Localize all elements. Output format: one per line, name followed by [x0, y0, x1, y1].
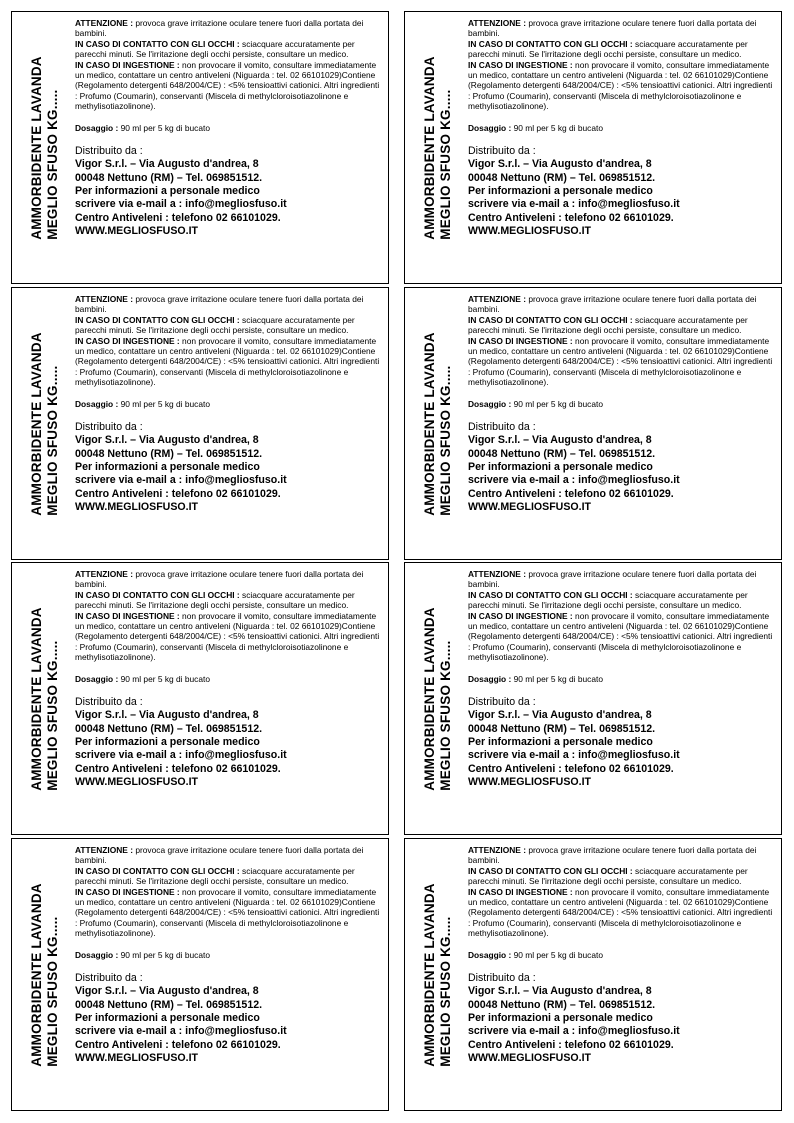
- warning-label: ATTENZIONE :: [75, 569, 133, 579]
- label-text-block: [468, 18, 775, 238]
- product-label: [11, 562, 389, 835]
- eye-contact-label: IN CASO DI CONTATTO CON GLI OCCHI :: [75, 865, 240, 876]
- website-link: WWW.MEGLIOSFUSO.IT: [468, 775, 591, 788]
- dosage: [75, 674, 382, 684]
- dosage-label: Dosaggio :: [75, 122, 119, 133]
- dosage-label: Dosaggio :: [75, 673, 119, 684]
- eye-contact-text: sciacquare accuratamente per parecchi minuti. Se l'irritazione degli occhi persiste, consultare un medico.: [468, 865, 748, 887]
- distributor-block: [75, 696, 382, 789]
- company-address: 00048 Nettuno (RM) – Tel. 069851512.: [75, 998, 263, 1011]
- dosage-label: Dosaggio :: [75, 949, 119, 960]
- vertical-product-title: [18, 12, 72, 283]
- eye-contact-label: IN CASO DI CONTATTO CON GLI OCCHI :: [468, 314, 633, 325]
- hazard-text: [75, 18, 382, 112]
- eye-contact-label: IN CASO DI CONTATTO CON GLI OCCHI :: [468, 865, 633, 876]
- vertical-product-title: [18, 839, 72, 1110]
- distributor-block: [75, 972, 382, 1065]
- poison-center-phone: Centro Antiveleni : telefono 02 66101029.: [468, 762, 674, 775]
- label-text-block: [468, 294, 775, 514]
- ingestion-text: non provocare il vomito, consultare immediatamente un medico, contattare un centro antiveleni (Niguarda : tel. 02 66101029)Contiene (Regolamento detergenti 648/2004/CE) : <5% tensioattivi cationici. Altri ingredienti : Profumo (Coumarin), conservanti (Miscela di methylcloroisotiazolinone e methylisotiazolinone).: [75, 335, 380, 388]
- contact-email: scrivere via e-mail a : info@megliosfuso.it: [75, 749, 287, 762]
- warning-text: provoca grave irritazione oculare tenere fuori dalla portata dei bambini.: [75, 18, 364, 39]
- product-brand-weight: MEGLIO SFUSO KG.....: [438, 88, 453, 240]
- company-name: Vigor S.r.l. – Via Augusto d'andrea, 8: [468, 985, 652, 998]
- eye-contact-text: sciacquare accuratamente per parecchi minuti. Se l'irritazione degli occhi persiste, consultare un medico.: [75, 314, 355, 336]
- company-name: Vigor S.r.l. – Via Augusto d'andrea, 8: [75, 434, 259, 447]
- dosage-text: 90 ml per 5 kg di bucato: [511, 398, 603, 409]
- eye-contact-label: IN CASO DI CONTATTO CON GLI OCCHI :: [75, 589, 240, 600]
- hazard-text: [75, 569, 382, 663]
- dosage: [468, 399, 775, 409]
- distributor-block: [75, 421, 382, 514]
- product-label: [404, 562, 782, 835]
- distributed-by-label: Distribuito da :: [468, 145, 536, 158]
- warning-text: provoca grave irritazione oculare tenere fuori dalla portata dei bambini.: [75, 569, 364, 590]
- product-brand-weight: MEGLIO SFUSO KG.....: [45, 639, 60, 791]
- company-name: Vigor S.r.l. – Via Augusto d'andrea, 8: [75, 709, 259, 722]
- eye-contact-text: sciacquare accuratamente per parecchi minuti. Se l'irritazione degli occhi persiste, consultare un medico.: [468, 38, 748, 60]
- product-name: AMMORBIDENTE LAVANDA: [422, 882, 437, 1067]
- warning-text: provoca grave irritazione oculare tenere fuori dalla portata dei bambini.: [468, 569, 757, 590]
- contact-email: scrivere via e-mail a : info@megliosfuso.it: [468, 198, 680, 211]
- distributed-by-label: Distribuito da :: [468, 696, 536, 709]
- distributed-by-label: Distribuito da :: [468, 972, 536, 985]
- company-address: 00048 Nettuno (RM) – Tel. 069851512.: [468, 998, 656, 1011]
- poison-center-phone: Centro Antiveleni : telefono 02 66101029.: [75, 1038, 281, 1051]
- product-brand-weight: MEGLIO SFUSO KG.....: [45, 88, 60, 240]
- ingestion-label: IN CASO DI INGESTIONE :: [75, 335, 180, 346]
- warning-label: ATTENZIONE :: [468, 18, 526, 28]
- eye-contact-text: sciacquare accuratamente per parecchi minuti. Se l'irritazione degli occhi persiste, consultare un medico.: [468, 589, 748, 611]
- product-name: AMMORBIDENTE LAVANDA: [29, 606, 44, 791]
- dosage-label: Dosaggio :: [468, 949, 512, 960]
- medical-info-line: Per informazioni a personale medico: [468, 735, 653, 748]
- company-address: 00048 Nettuno (RM) – Tel. 069851512.: [468, 171, 656, 184]
- ingestion-label: IN CASO DI INGESTIONE :: [468, 886, 573, 897]
- ingestion-label: IN CASO DI INGESTIONE :: [468, 610, 573, 621]
- product-label: [11, 287, 389, 560]
- product-name: AMMORBIDENTE LAVANDA: [422, 331, 437, 516]
- eye-contact-label: IN CASO DI CONTATTO CON GLI OCCHI :: [75, 314, 240, 325]
- dosage-text: 90 ml per 5 kg di bucato: [118, 949, 210, 960]
- eye-contact-text: sciacquare accuratamente per parecchi minuti. Se l'irritazione degli occhi persiste, consultare un medico.: [75, 38, 355, 60]
- vertical-product-title: [411, 12, 465, 283]
- vertical-product-title: [411, 839, 465, 1110]
- hazard-text: [468, 569, 775, 663]
- hazard-text: [468, 294, 775, 388]
- hazard-text: [468, 18, 775, 112]
- poison-center-phone: Centro Antiveleni : telefono 02 66101029.: [75, 211, 281, 224]
- ingestion-label: IN CASO DI INGESTIONE :: [468, 59, 573, 70]
- product-brand-weight: MEGLIO SFUSO KG.....: [45, 915, 60, 1067]
- eye-contact-label: IN CASO DI CONTATTO CON GLI OCCHI :: [468, 38, 633, 49]
- warning-text: provoca grave irritazione oculare tenere fuori dalla portata dei bambini.: [468, 845, 757, 866]
- warning-label: ATTENZIONE :: [468, 569, 526, 579]
- hazard-text: [75, 845, 382, 939]
- product-label: [11, 838, 389, 1111]
- warning-label: ATTENZIONE :: [75, 18, 133, 28]
- medical-info-line: Per informazioni a personale medico: [75, 1011, 260, 1024]
- distributed-by-label: Distribuito da :: [75, 696, 143, 709]
- website-link: WWW.MEGLIOSFUSO.IT: [468, 224, 591, 237]
- contact-email: scrivere via e-mail a : info@megliosfuso.it: [468, 1025, 680, 1038]
- warning-text: provoca grave irritazione oculare tenere fuori dalla portata dei bambini.: [468, 294, 757, 315]
- ingestion-text: non provocare il vomito, consultare immediatamente un medico, contattare un centro antiveleni (Niguarda : tel. 02 66101029)Contiene (Regolamento detergenti 648/2004/CE) : <5% tensioattivi cationici. Altri ingredienti : Profumo (Coumarin), conservanti (Miscela di methylcloroisotiazolinone e methylisotiazolinone).: [75, 59, 380, 112]
- dosage: [468, 123, 775, 133]
- label-text-block: [75, 18, 382, 238]
- label-text-block: [468, 569, 775, 789]
- dosage: [75, 123, 382, 133]
- product-brand-weight: MEGLIO SFUSO KG.....: [438, 364, 453, 516]
- website-link: WWW.MEGLIOSFUSO.IT: [468, 1051, 591, 1064]
- product-label: [11, 11, 389, 284]
- product-brand-weight: MEGLIO SFUSO KG.....: [438, 915, 453, 1067]
- website-link: WWW.MEGLIOSFUSO.IT: [75, 224, 198, 237]
- poison-center-phone: Centro Antiveleni : telefono 02 66101029.: [468, 487, 674, 500]
- contact-email: scrivere via e-mail a : info@megliosfuso.it: [468, 474, 680, 487]
- product-label: [404, 11, 782, 284]
- product-brand-weight: MEGLIO SFUSO KG.....: [438, 639, 453, 791]
- ingestion-text: non provocare il vomito, consultare immediatamente un medico, contattare un centro antiveleni (Niguarda : tel. 02 66101029)Contiene (Regolamento detergenti 648/2004/CE) : <5% tensioattivi cationici. Altri ingredienti : Profumo (Coumarin), conservanti (Miscela di methylcloroisotiazolinone e methylisotiazolinone).: [75, 886, 380, 939]
- dosage: [468, 674, 775, 684]
- distributed-by-label: Distribuito da :: [468, 421, 536, 434]
- vertical-product-title: [411, 288, 465, 559]
- distributed-by-label: Distribuito da :: [75, 421, 143, 434]
- company-name: Vigor S.r.l. – Via Augusto d'andrea, 8: [75, 985, 259, 998]
- medical-info-line: Per informazioni a personale medico: [468, 1011, 653, 1024]
- product-name: AMMORBIDENTE LAVANDA: [29, 55, 44, 240]
- distributor-block: [468, 421, 775, 514]
- company-name: Vigor S.r.l. – Via Augusto d'andrea, 8: [468, 709, 652, 722]
- medical-info-line: Per informazioni a personale medico: [75, 460, 260, 473]
- medical-info-line: Per informazioni a personale medico: [468, 460, 653, 473]
- eye-contact-label: IN CASO DI CONTATTO CON GLI OCCHI :: [468, 589, 633, 600]
- ingestion-text: non provocare il vomito, consultare immediatamente un medico, contattare un centro antiveleni (Niguarda : tel. 02 66101029)Contiene (Regolamento detergenti 648/2004/CE) : <5% tensioattivi cationici. Altri ingredienti : Profumo (Coumarin), conservanti (Miscela di methylcloroisotiazolinone e methylisotiazolinone).: [75, 610, 380, 663]
- dosage-text: 90 ml per 5 kg di bucato: [511, 673, 603, 684]
- label-text-block: [468, 845, 775, 1065]
- warning-text: provoca grave irritazione oculare tenere fuori dalla portata dei bambini.: [75, 845, 364, 866]
- product-brand-weight: MEGLIO SFUSO KG.....: [45, 364, 60, 516]
- dosage-label: Dosaggio :: [468, 673, 512, 684]
- distributed-by-label: Distribuito da :: [75, 145, 143, 158]
- product-name: AMMORBIDENTE LAVANDA: [422, 55, 437, 240]
- product-name: AMMORBIDENTE LAVANDA: [422, 606, 437, 791]
- website-link: WWW.MEGLIOSFUSO.IT: [75, 1051, 198, 1064]
- medical-info-line: Per informazioni a personale medico: [75, 735, 260, 748]
- dosage-label: Dosaggio :: [468, 398, 512, 409]
- product-name: AMMORBIDENTE LAVANDA: [29, 882, 44, 1067]
- medical-info-line: Per informazioni a personale medico: [468, 184, 653, 197]
- ingestion-text: non provocare il vomito, consultare immediatamente un medico, contattare un centro antiveleni (Niguarda : tel. 02 66101029)Contiene (Regolamento detergenti 648/2004/CE) : <5% tensioattivi cationici. Altri ingredienti : Profumo (Coumarin), conservanti (Miscela di methylcloroisotiazolinone e methylisotiazolinone).: [468, 59, 773, 112]
- dosage-text: 90 ml per 5 kg di bucato: [118, 398, 210, 409]
- hazard-text: [75, 294, 382, 388]
- company-address: 00048 Nettuno (RM) – Tel. 069851512.: [75, 447, 263, 460]
- contact-email: scrivere via e-mail a : info@megliosfuso.it: [75, 474, 287, 487]
- dosage-text: 90 ml per 5 kg di bucato: [118, 673, 210, 684]
- eye-contact-text: sciacquare accuratamente per parecchi minuti. Se l'irritazione degli occhi persiste, consultare un medico.: [75, 865, 355, 887]
- ingestion-text: non provocare il vomito, consultare immediatamente un medico, contattare un centro antiveleni (Niguarda : tel. 02 66101029)Contiene (Regolamento detergenti 648/2004/CE) : <5% tensioattivi cationici. Altri ingredienti : Profumo (Coumarin), conservanti (Miscela di methylcloroisotiazolinone e methylisotiazolinone).: [468, 335, 773, 388]
- website-link: WWW.MEGLIOSFUSO.IT: [75, 500, 198, 513]
- eye-contact-text: sciacquare accuratamente per parecchi minuti. Se l'irritazione degli occhi persiste, consultare un medico.: [75, 589, 355, 611]
- contact-email: scrivere via e-mail a : info@megliosfuso.it: [75, 198, 287, 211]
- warning-label: ATTENZIONE :: [468, 845, 526, 855]
- ingestion-label: IN CASO DI INGESTIONE :: [75, 59, 180, 70]
- warning-label: ATTENZIONE :: [75, 845, 133, 855]
- product-label: [404, 287, 782, 560]
- contact-email: scrivere via e-mail a : info@megliosfuso.it: [75, 1025, 287, 1038]
- distributor-block: [468, 972, 775, 1065]
- warning-text: provoca grave irritazione oculare tenere fuori dalla portata dei bambini.: [468, 18, 757, 39]
- poison-center-phone: Centro Antiveleni : telefono 02 66101029.: [75, 487, 281, 500]
- dosage: [75, 399, 382, 409]
- eye-contact-text: sciacquare accuratamente per parecchi minuti. Se l'irritazione degli occhi persiste, consultare un medico.: [468, 314, 748, 336]
- poison-center-phone: Centro Antiveleni : telefono 02 66101029.: [468, 1038, 674, 1051]
- ingestion-label: IN CASO DI INGESTIONE :: [75, 610, 180, 621]
- distributor-block: [468, 696, 775, 789]
- label-text-block: [75, 569, 382, 789]
- dosage-text: 90 ml per 5 kg di bucato: [118, 122, 210, 133]
- ingestion-text: non provocare il vomito, consultare immediatamente un medico, contattare un centro antiveleni (Niguarda : tel. 02 66101029)Contiene (Regolamento detergenti 648/2004/CE) : <5% tensioattivi cationici. Altri ingredienti : Profumo (Coumarin), conservanti (Miscela di methylcloroisotiazolinone e methylisotiazolinone).: [468, 886, 773, 939]
- dosage-label: Dosaggio :: [468, 122, 512, 133]
- company-name: Vigor S.r.l. – Via Augusto d'andrea, 8: [468, 434, 652, 447]
- warning-label: ATTENZIONE :: [468, 294, 526, 304]
- ingestion-text: non provocare il vomito, consultare immediatamente un medico, contattare un centro antiveleni (Niguarda : tel. 02 66101029)Contiene (Regolamento detergenti 648/2004/CE) : <5% tensioattivi cationici. Altri ingredienti : Profumo (Coumarin), conservanti (Miscela di methylcloroisotiazolinone e methylisotiazolinone).: [468, 610, 773, 663]
- dosage-text: 90 ml per 5 kg di bucato: [511, 122, 603, 133]
- poison-center-phone: Centro Antiveleni : telefono 02 66101029.: [75, 762, 281, 775]
- company-address: 00048 Nettuno (RM) – Tel. 069851512.: [75, 722, 263, 735]
- contact-email: scrivere via e-mail a : info@megliosfuso.it: [468, 749, 680, 762]
- company-address: 00048 Nettuno (RM) – Tel. 069851512.: [468, 447, 656, 460]
- vertical-product-title: [18, 563, 72, 834]
- distributor-block: [75, 145, 382, 238]
- medical-info-line: Per informazioni a personale medico: [75, 184, 260, 197]
- eye-contact-label: IN CASO DI CONTATTO CON GLI OCCHI :: [75, 38, 240, 49]
- vertical-product-title: [411, 563, 465, 834]
- dosage: [75, 950, 382, 960]
- company-address: 00048 Nettuno (RM) – Tel. 069851512.: [75, 171, 263, 184]
- distributor-block: [468, 145, 775, 238]
- warning-text: provoca grave irritazione oculare tenere fuori dalla portata dei bambini.: [75, 294, 364, 315]
- distributed-by-label: Distribuito da :: [75, 972, 143, 985]
- product-label: [404, 838, 782, 1111]
- company-name: Vigor S.r.l. – Via Augusto d'andrea, 8: [75, 158, 259, 171]
- poison-center-phone: Centro Antiveleni : telefono 02 66101029.: [468, 211, 674, 224]
- website-link: WWW.MEGLIOSFUSO.IT: [75, 775, 198, 788]
- vertical-product-title: [18, 288, 72, 559]
- ingestion-label: IN CASO DI INGESTIONE :: [468, 335, 573, 346]
- ingestion-label: IN CASO DI INGESTIONE :: [75, 886, 180, 897]
- dosage: [468, 950, 775, 960]
- dosage-label: Dosaggio :: [75, 398, 119, 409]
- website-link: WWW.MEGLIOSFUSO.IT: [468, 500, 591, 513]
- product-name: AMMORBIDENTE LAVANDA: [29, 331, 44, 516]
- label-text-block: [75, 294, 382, 514]
- dosage-text: 90 ml per 5 kg di bucato: [511, 949, 603, 960]
- warning-label: ATTENZIONE :: [75, 294, 133, 304]
- company-name: Vigor S.r.l. – Via Augusto d'andrea, 8: [468, 158, 652, 171]
- hazard-text: [468, 845, 775, 939]
- company-address: 00048 Nettuno (RM) – Tel. 069851512.: [468, 722, 656, 735]
- label-text-block: [75, 845, 382, 1065]
